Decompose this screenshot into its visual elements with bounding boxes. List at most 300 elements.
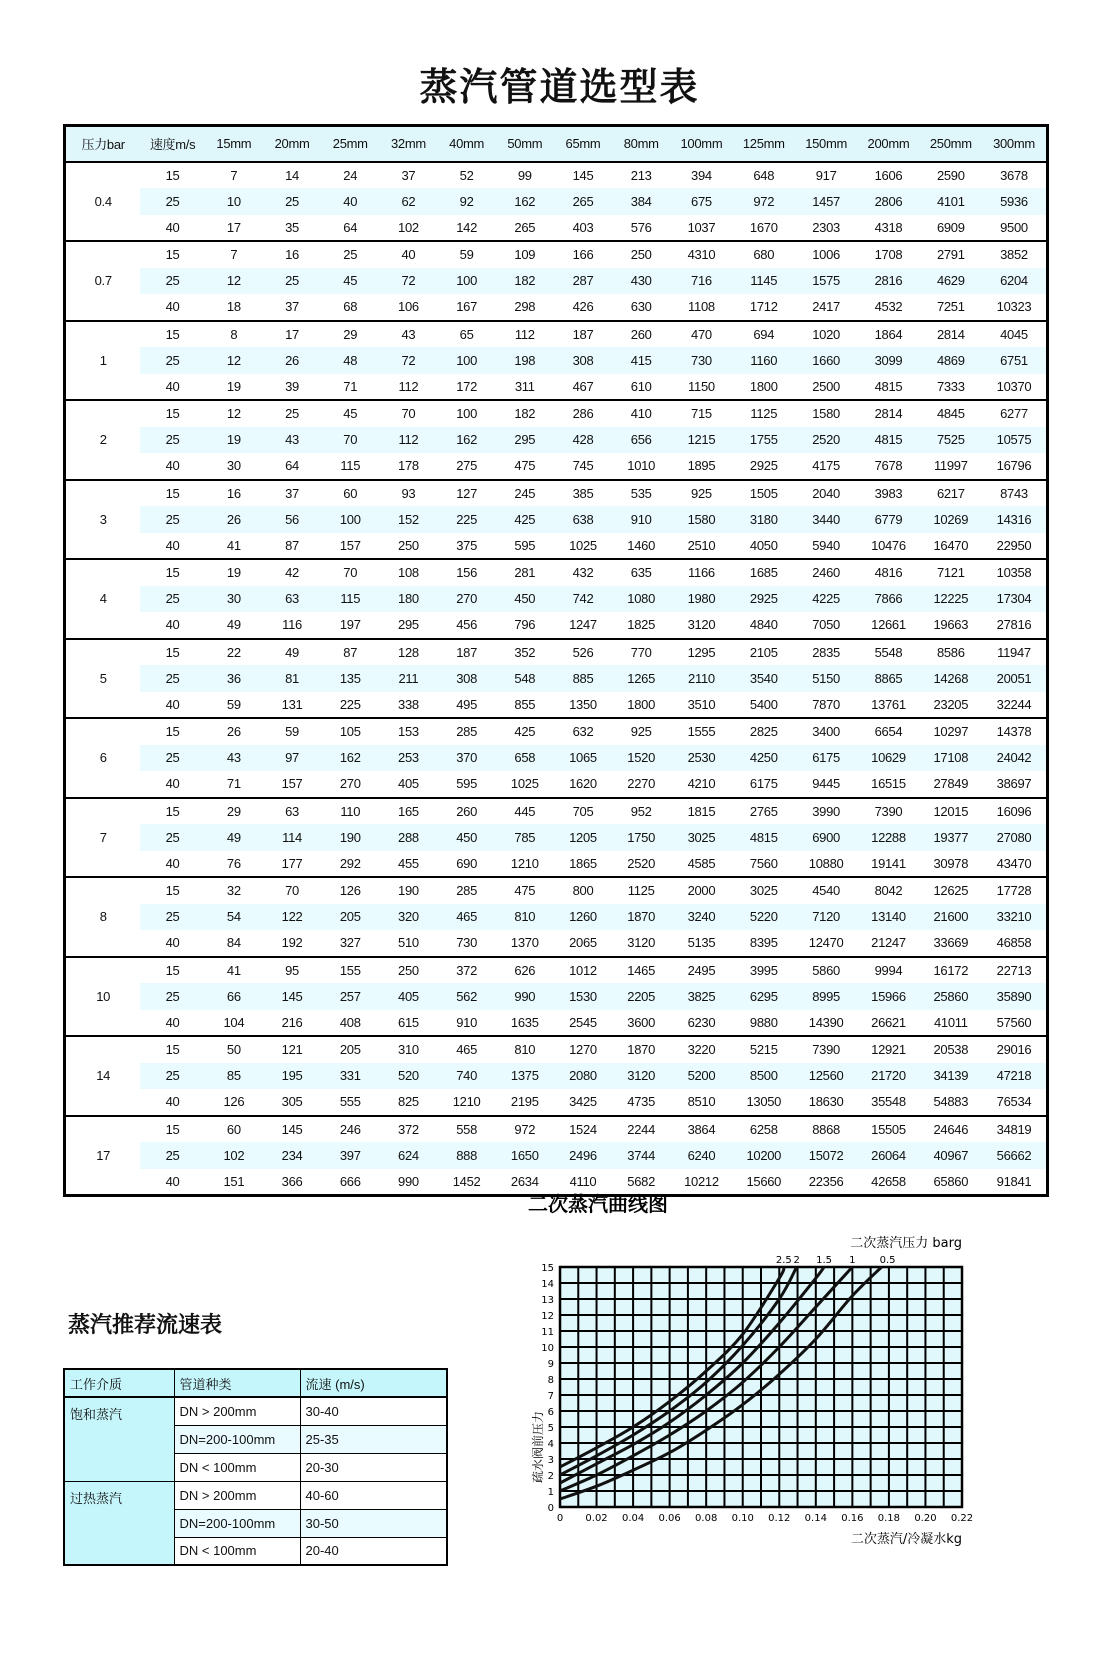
header-size: 32mm <box>379 126 437 162</box>
capacity-cell: 63 <box>285 803 299 819</box>
capacity-cell: 71 <box>205 771 263 798</box>
table-row <box>65 612 1048 639</box>
capacity-cell: 1125 <box>750 406 778 422</box>
steam-pipe-selection-table <box>63 124 1049 1197</box>
capacity-cell: 576 <box>612 215 670 242</box>
capacity-cell: 100 <box>438 268 496 295</box>
capacity-cell: 3240 <box>670 904 732 931</box>
capacity-cell: 3825 <box>670 983 732 1010</box>
capacity-cell: 126 <box>339 883 361 899</box>
pipe-type-cell: DN=200-100mm <box>174 1509 300 1537</box>
capacity-cell: 71 <box>321 374 379 401</box>
capacity-cell: 122 <box>263 904 321 931</box>
capacity-cell: 403 <box>554 215 612 242</box>
capacity-cell: 112 <box>379 374 437 401</box>
capacity-cell: 12625 <box>933 883 969 899</box>
velocity-cell: 40 <box>140 612 204 639</box>
capacity-cell: 745 <box>554 453 612 480</box>
capacity-cell: 8510 <box>670 1089 732 1116</box>
capacity-cell: 197 <box>321 612 379 639</box>
capacity-cell: 410 <box>630 406 652 422</box>
pressure-cell: 14 <box>65 1036 141 1116</box>
capacity-cell: 456 <box>438 612 496 639</box>
capacity-cell: 595 <box>438 771 496 798</box>
capacity-cell: 33210 <box>982 904 1048 931</box>
capacity-cell: 12 <box>226 406 241 422</box>
capacity-cell: 2500 <box>795 374 857 401</box>
table-row <box>65 480 1048 507</box>
capacity-cell: 8042 <box>874 883 903 899</box>
pressure-cell: 3 <box>65 480 141 560</box>
y-tick-label: 11 <box>541 1327 554 1338</box>
capacity-cell: 12921 <box>871 1042 906 1058</box>
capacity-cell: 855 <box>496 692 554 719</box>
capacity-cell: 2825 <box>749 724 778 740</box>
capacity-cell: 338 <box>379 692 437 719</box>
capacity-cell: 1125 <box>627 883 655 899</box>
capacity-cell: 14316 <box>982 506 1048 533</box>
capacity-cell: 430 <box>612 268 670 295</box>
capacity-cell: 1712 <box>733 294 795 321</box>
capacity-cell: 162 <box>438 427 496 454</box>
capacity-cell: 2110 <box>670 665 732 692</box>
y-tick-label: 3 <box>547 1455 554 1466</box>
velocity-cell: 15 <box>165 1042 180 1058</box>
y-tick-label: 15 <box>541 1263 554 1274</box>
capacity-cell: 4318 <box>857 215 919 242</box>
capacity-cell: 2065 <box>554 930 612 957</box>
capacity-cell: 4225 <box>795 586 857 613</box>
capacity-cell: 1800 <box>733 374 795 401</box>
capacity-cell: 555 <box>321 1089 379 1116</box>
capacity-cell: 7390 <box>874 803 903 819</box>
capacity-cell: 8 <box>230 326 238 342</box>
table-row <box>65 930 1048 957</box>
velocity-cell: 25 <box>140 586 204 613</box>
capacity-cell: 910 <box>438 1010 496 1037</box>
capacity-cell: 17728 <box>996 883 1032 899</box>
capacity-cell: 425 <box>514 724 536 740</box>
velocity-cell: 15 <box>165 485 180 501</box>
capacity-cell: 37 <box>401 167 416 183</box>
capacity-cell: 2520 <box>795 427 857 454</box>
header-size: 20mm <box>263 126 321 162</box>
capacity-cell: 742 <box>554 586 612 613</box>
capacity-cell: 5860 <box>812 962 840 978</box>
capacity-cell: 7333 <box>920 374 982 401</box>
header-size: 100mm <box>670 126 732 162</box>
capacity-cell: 6779 <box>857 506 919 533</box>
capacity-cell: 2590 <box>936 167 965 183</box>
capacity-cell: 34819 <box>996 1121 1032 1137</box>
capacity-cell: 4845 <box>936 406 965 422</box>
capacity-cell: 6230 <box>670 1010 732 1037</box>
capacity-cell: 467 <box>554 374 612 401</box>
capacity-cell: 213 <box>630 167 652 183</box>
capacity-cell: 4816 <box>874 565 903 581</box>
capacity-cell: 595 <box>496 533 554 560</box>
capacity-cell: 172 <box>438 374 496 401</box>
capacity-cell: 2040 <box>812 485 840 501</box>
capacity-cell: 352 <box>514 644 536 660</box>
capacity-cell: 372 <box>398 1121 419 1137</box>
capacity-cell: 36 <box>205 665 263 692</box>
capacity-cell: 72 <box>379 268 437 295</box>
capacity-cell: 610 <box>612 374 670 401</box>
capacity-cell: 1825 <box>612 612 670 639</box>
capacity-cell: 292 <box>321 851 379 878</box>
y-tick-label: 5 <box>547 1423 554 1434</box>
capacity-cell: 1635 <box>496 1010 554 1037</box>
velocity-cell: 25 <box>140 188 204 215</box>
series-label: 2 <box>793 1255 800 1266</box>
capacity-cell: 558 <box>456 1121 477 1137</box>
capacity-cell: 7 <box>230 247 238 263</box>
velocity-row <box>64 1481 447 1509</box>
capacity-cell: 405 <box>379 983 437 1010</box>
capacity-cell: 281 <box>514 565 536 581</box>
capacity-cell: 14378 <box>996 724 1032 740</box>
capacity-cell: 35890 <box>982 983 1048 1010</box>
x-tick-label: 0.18 <box>877 1513 901 1524</box>
capacity-cell: 470 <box>691 326 712 342</box>
y-tick-label: 10 <box>541 1343 554 1354</box>
velocity-cell: 15 <box>165 644 180 660</box>
capacity-cell: 182 <box>496 268 554 295</box>
capacity-cell: 14390 <box>795 1010 857 1037</box>
capacity-cell: 1505 <box>749 485 778 501</box>
capacity-cell: 5200 <box>670 1063 732 1090</box>
capacity-cell: 76534 <box>982 1089 1048 1116</box>
capacity-cell: 4585 <box>670 851 732 878</box>
capacity-cell: 205 <box>321 904 379 931</box>
capacity-cell: 5215 <box>749 1042 778 1058</box>
velocity-table-title: 蒸汽推荐流速表 <box>68 1312 223 1338</box>
capacity-cell: 19377 <box>920 824 982 851</box>
capacity-cell: 11947 <box>997 644 1031 660</box>
velocity-cell: 15 <box>165 167 180 183</box>
x-tick-label: 0.16 <box>841 1513 864 1524</box>
table-row <box>65 294 1048 321</box>
capacity-cell: 25 <box>263 188 321 215</box>
capacity-cell: 35 <box>263 215 321 242</box>
table-row <box>65 983 1048 1010</box>
y-tick-label: 4 <box>547 1439 554 1450</box>
capacity-cell: 1580 <box>812 406 840 422</box>
capacity-cell: 4840 <box>733 612 795 639</box>
velocity-cell: 15 <box>165 962 180 978</box>
capacity-cell: 65860 <box>920 1169 982 1196</box>
y-tick-label: 2 <box>547 1471 554 1482</box>
capacity-cell: 187 <box>572 326 594 342</box>
capacity-cell: 3120 <box>670 612 732 639</box>
capacity-cell: 10 <box>205 188 263 215</box>
capacity-cell: 450 <box>496 586 554 613</box>
capacity-cell: 10323 <box>982 294 1048 321</box>
capacity-cell: 3600 <box>612 1010 670 1037</box>
capacity-cell: 20051 <box>982 665 1048 692</box>
pipe-type-cell: DN > 200mm <box>174 1397 300 1425</box>
capacity-cell: 3120 <box>612 930 670 957</box>
capacity-cell: 48 <box>321 347 379 374</box>
capacity-cell: 270 <box>438 586 496 613</box>
capacity-cell: 100 <box>438 347 496 374</box>
capacity-cell: 408 <box>321 1010 379 1037</box>
capacity-cell: 740 <box>438 1063 496 1090</box>
velocity-cell: 25 <box>140 506 204 533</box>
header-size: 250mm <box>920 126 982 162</box>
y-tick-label: 8 <box>547 1375 554 1386</box>
x-tick-label: 0.14 <box>804 1513 827 1524</box>
velocity-cell: 25 <box>140 983 204 1010</box>
capacity-cell: 43470 <box>982 851 1048 878</box>
capacity-cell: 925 <box>691 485 712 501</box>
capacity-cell: 716 <box>670 268 732 295</box>
capacity-cell: 910 <box>612 506 670 533</box>
capacity-cell: 216 <box>263 1010 321 1037</box>
capacity-cell: 425 <box>496 506 554 533</box>
capacity-cell: 45 <box>343 406 358 422</box>
capacity-cell: 8995 <box>795 983 857 1010</box>
capacity-cell: 1524 <box>569 1121 597 1137</box>
pipe-type-cell: DN > 200mm <box>174 1481 300 1509</box>
capacity-cell: 10269 <box>920 506 982 533</box>
capacity-cell: 10629 <box>857 745 919 772</box>
capacity-cell: 109 <box>514 247 536 263</box>
capacity-cell: 12560 <box>795 1063 857 1090</box>
capacity-cell: 1020 <box>812 326 840 342</box>
capacity-cell: 917 <box>815 167 837 183</box>
capacity-cell: 770 <box>630 644 652 660</box>
table-row <box>65 877 1048 904</box>
capacity-cell: 110 <box>340 803 361 819</box>
capacity-cell: 10358 <box>996 565 1032 581</box>
capacity-cell: 405 <box>379 771 437 798</box>
capacity-cell: 12470 <box>795 930 857 957</box>
capacity-cell: 14268 <box>920 665 982 692</box>
table-row <box>65 904 1048 931</box>
velocity-value-cell: 20-30 <box>300 1453 447 1481</box>
x-tick-label: 0.12 <box>768 1513 791 1524</box>
capacity-cell: 16470 <box>920 533 982 560</box>
capacity-cell: 10212 <box>670 1169 732 1196</box>
capacity-cell: 715 <box>691 406 712 422</box>
table-row <box>65 1142 1048 1169</box>
capacity-cell: 3540 <box>733 665 795 692</box>
capacity-cell: 182 <box>514 406 536 422</box>
velocity-cell: 25 <box>140 347 204 374</box>
header-size: 80mm <box>612 126 670 162</box>
velocity-cell: 15 <box>165 883 180 899</box>
capacity-cell: 3220 <box>687 1042 716 1058</box>
capacity-cell: 92 <box>438 188 496 215</box>
capacity-cell: 95 <box>285 962 299 978</box>
capacity-cell: 142 <box>438 215 496 242</box>
velocity-value-cell: 30-40 <box>300 1397 447 1425</box>
capacity-cell: 26064 <box>857 1142 919 1169</box>
capacity-cell: 9500 <box>982 215 1048 242</box>
capacity-cell: 127 <box>456 485 477 501</box>
capacity-cell: 6909 <box>920 215 982 242</box>
capacity-cell: 658 <box>496 745 554 772</box>
capacity-cell: 1265 <box>612 665 670 692</box>
capacity-cell: 1080 <box>612 586 670 613</box>
capacity-cell: 796 <box>496 612 554 639</box>
table-row <box>65 215 1048 242</box>
capacity-cell: 29 <box>226 803 241 819</box>
capacity-cell: 4735 <box>612 1089 670 1116</box>
capacity-cell: 6175 <box>795 745 857 772</box>
y-tick-label: 9 <box>547 1359 554 1370</box>
capacity-cell: 2417 <box>795 294 857 321</box>
capacity-cell: 1012 <box>569 962 597 978</box>
capacity-cell: 211 <box>379 665 437 692</box>
capacity-cell: 155 <box>339 962 361 978</box>
capacity-cell: 5936 <box>982 188 1048 215</box>
capacity-cell: 26 <box>205 506 263 533</box>
capacity-cell: 1145 <box>733 268 795 295</box>
capacity-cell: 32244 <box>982 692 1048 719</box>
capacity-cell: 10880 <box>795 851 857 878</box>
capacity-cell: 630 <box>612 294 670 321</box>
capacity-cell: 656 <box>612 427 670 454</box>
capacity-cell: 10476 <box>857 533 919 560</box>
capacity-cell: 102 <box>379 215 437 242</box>
capacity-cell: 108 <box>398 565 419 581</box>
capacity-cell: 27080 <box>982 824 1048 851</box>
velocity-cell: 15 <box>165 247 180 263</box>
table-row <box>65 718 1048 745</box>
capacity-cell: 888 <box>438 1142 496 1169</box>
capacity-cell: 116 <box>263 612 321 639</box>
capacity-cell: 39 <box>263 374 321 401</box>
capacity-cell: 1465 <box>627 962 656 978</box>
capacity-cell: 26 <box>263 347 321 374</box>
capacity-cell: 4540 <box>812 883 840 899</box>
capacity-cell: 43 <box>401 326 416 342</box>
capacity-cell: 64 <box>263 453 321 480</box>
capacity-cell: 3995 <box>749 962 778 978</box>
capacity-cell: 27816 <box>982 612 1048 639</box>
capacity-cell: 5940 <box>795 533 857 560</box>
capacity-cell: 102 <box>205 1142 263 1169</box>
capacity-cell: 6654 <box>874 724 903 740</box>
capacity-cell: 1457 <box>795 188 857 215</box>
capacity-cell: 21600 <box>920 904 982 931</box>
capacity-cell: 5682 <box>612 1169 670 1196</box>
capacity-cell: 1685 <box>749 565 778 581</box>
capacity-cell: 7121 <box>936 565 965 581</box>
capacity-cell: 1520 <box>612 745 670 772</box>
capacity-cell: 106 <box>379 294 437 321</box>
capacity-cell: 65 <box>459 326 474 342</box>
capacity-cell: 694 <box>753 326 775 342</box>
capacity-cell: 9445 <box>795 771 857 798</box>
capacity-cell: 46858 <box>982 930 1048 957</box>
capacity-cell: 3510 <box>670 692 732 719</box>
capacity-cell: 4110 <box>554 1169 612 1196</box>
capacity-cell: 1865 <box>554 851 612 878</box>
capacity-cell: 157 <box>321 533 379 560</box>
capacity-cell: 7251 <box>920 294 982 321</box>
capacity-cell: 54883 <box>920 1089 982 1116</box>
capacity-cell: 23205 <box>920 692 982 719</box>
capacity-cell: 455 <box>379 851 437 878</box>
capacity-cell: 135 <box>321 665 379 692</box>
capacity-cell: 10200 <box>733 1142 795 1169</box>
table-row <box>65 771 1048 798</box>
capacity-cell: 114 <box>263 824 321 851</box>
capacity-cell: 17304 <box>982 586 1048 613</box>
capacity-cell: 450 <box>438 824 496 851</box>
capacity-cell: 3025 <box>749 883 778 899</box>
capacity-cell: 785 <box>496 824 554 851</box>
capacity-cell: 286 <box>572 406 594 422</box>
capacity-cell: 632 <box>572 724 594 740</box>
capacity-cell: 190 <box>321 824 379 851</box>
capacity-cell: 145 <box>263 983 321 1010</box>
capacity-cell: 10575 <box>982 427 1048 454</box>
capacity-cell: 3425 <box>554 1089 612 1116</box>
capacity-cell: 810 <box>514 1042 536 1058</box>
capacity-cell: 275 <box>438 453 496 480</box>
x-tick-label: 0.08 <box>695 1513 718 1524</box>
capacity-cell: 4869 <box>920 347 982 374</box>
x-tick-label: 0.04 <box>621 1513 645 1524</box>
velocity-cell: 15 <box>165 406 180 422</box>
capacity-cell: 327 <box>321 930 379 957</box>
header-size: 25mm <box>321 126 379 162</box>
capacity-cell: 4210 <box>670 771 732 798</box>
capacity-cell: 7390 <box>812 1042 840 1058</box>
capacity-cell: 1270 <box>569 1042 597 1058</box>
capacity-cell: 16796 <box>982 453 1048 480</box>
capacity-cell: 7866 <box>857 586 919 613</box>
capacity-cell: 331 <box>321 1063 379 1090</box>
table-row <box>65 665 1048 692</box>
capacity-cell: 3990 <box>812 803 840 819</box>
velocity-cell: 25 <box>140 824 204 851</box>
capacity-cell: 37 <box>285 485 299 501</box>
capacity-cell: 22356 <box>795 1169 857 1196</box>
capacity-cell: 37 <box>263 294 321 321</box>
capacity-cell: 4815 <box>857 427 919 454</box>
capacity-cell: 972 <box>733 188 795 215</box>
capacity-cell: 64 <box>321 215 379 242</box>
capacity-cell: 100 <box>321 506 379 533</box>
velocity-cell: 15 <box>165 565 180 581</box>
capacity-cell: 648 <box>753 167 775 183</box>
capacity-cell: 384 <box>612 188 670 215</box>
capacity-cell: 2816 <box>857 268 919 295</box>
capacity-cell: 2814 <box>936 326 965 342</box>
capacity-cell: 40967 <box>920 1142 982 1169</box>
capacity-cell: 234 <box>263 1142 321 1169</box>
capacity-cell: 12225 <box>920 586 982 613</box>
capacity-cell: 59 <box>205 692 263 719</box>
pressure-cell: 7 <box>65 798 141 878</box>
capacity-cell: 38697 <box>982 771 1048 798</box>
capacity-cell: 54 <box>205 904 263 931</box>
capacity-cell: 6175 <box>733 771 795 798</box>
capacity-cell: 11997 <box>920 453 982 480</box>
capacity-cell: 178 <box>379 453 437 480</box>
capacity-cell: 2195 <box>496 1089 554 1116</box>
velocity-value-cell: 30-50 <box>300 1509 447 1537</box>
capacity-cell: 1755 <box>733 427 795 454</box>
capacity-cell: 56662 <box>982 1142 1048 1169</box>
capacity-cell: 690 <box>438 851 496 878</box>
